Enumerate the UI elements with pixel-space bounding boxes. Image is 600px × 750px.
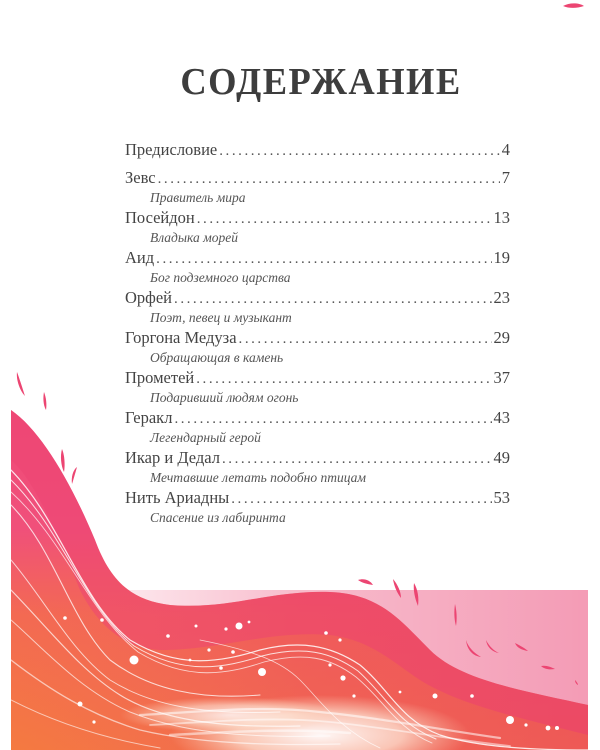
- toc-entry-subtitle: Обращающая в камень: [150, 350, 284, 365]
- toc-entry-title: Прометей: [125, 368, 195, 387]
- toc-entry-heracles[interactable]: [125, 408, 510, 444]
- toc-entry-page: 19: [493, 248, 510, 267]
- toc-entry-title: Посейдон: [125, 208, 195, 227]
- toc-entry-title: Зевс: [125, 168, 156, 187]
- page-title: СОДЕРЖАНИЕ: [180, 61, 462, 103]
- toc-entry-hades[interactable]: [125, 248, 510, 284]
- dot-leader: [196, 369, 491, 389]
- toc-entry-subtitle: Владыка морей: [150, 230, 238, 245]
- toc-entry-subtitle: Подаривший людям огонь: [150, 390, 299, 405]
- toc-entry-icarus-daedalus[interactable]: [125, 448, 510, 484]
- dot-leader: [231, 489, 491, 509]
- toc-entry-subtitle: Поэт, певец и музыкант: [150, 310, 292, 325]
- toc-entry-title: Горгона Медуза: [125, 328, 237, 347]
- toc-entry-page: 4: [501, 140, 510, 159]
- toc-entry-subtitle: Правитель мира: [150, 190, 246, 205]
- dot-leader: [174, 409, 491, 429]
- toc-entry-title: Предисловие: [125, 140, 218, 159]
- toc-entry-subtitle: Бог подземного царства: [150, 270, 291, 285]
- toc-entry-title: Орфей: [125, 288, 173, 307]
- toc-entry-page: 37: [493, 368, 510, 387]
- toc-entry-page: 29: [493, 328, 510, 347]
- toc-entry-page: 43: [493, 408, 510, 427]
- toc-entry-prometheus[interactable]: [125, 368, 510, 404]
- toc-entry-page: 53: [493, 488, 510, 507]
- toc-entry-zeus[interactable]: [125, 168, 510, 204]
- toc-entry-subtitle: Мечтавшие летать подобно птицам: [150, 470, 366, 485]
- toc-entry-orpheus[interactable]: [125, 288, 510, 324]
- toc-entry-medusa[interactable]: [125, 328, 510, 364]
- dot-leader: [197, 209, 492, 229]
- toc-entry-poseidon[interactable]: [125, 208, 510, 244]
- dot-leader: [156, 249, 491, 269]
- dot-leader: [174, 289, 491, 309]
- dot-leader: [158, 169, 500, 189]
- dot-leader: [239, 329, 492, 349]
- toc-entry-page: 49: [493, 448, 510, 467]
- toc-entry-title: Нить Ариадны: [125, 488, 230, 507]
- toc-entry-page: 13: [493, 208, 510, 227]
- toc-entry-subtitle: Спасение из лабиринта: [150, 510, 286, 525]
- toc-entry-ariadne-thread[interactable]: [125, 488, 510, 524]
- dot-leader: [219, 141, 500, 161]
- toc-entry-title: Аид: [125, 248, 155, 267]
- toc-entry-page: 23: [493, 288, 510, 307]
- toc-entry-title: Геракл: [125, 408, 173, 427]
- toc-entry-title: Икар и Дедал: [125, 448, 220, 467]
- toc-entry-subtitle: Легендарный герой: [150, 430, 261, 445]
- dot-leader: [222, 449, 492, 469]
- toc-entry-page: 7: [501, 168, 510, 187]
